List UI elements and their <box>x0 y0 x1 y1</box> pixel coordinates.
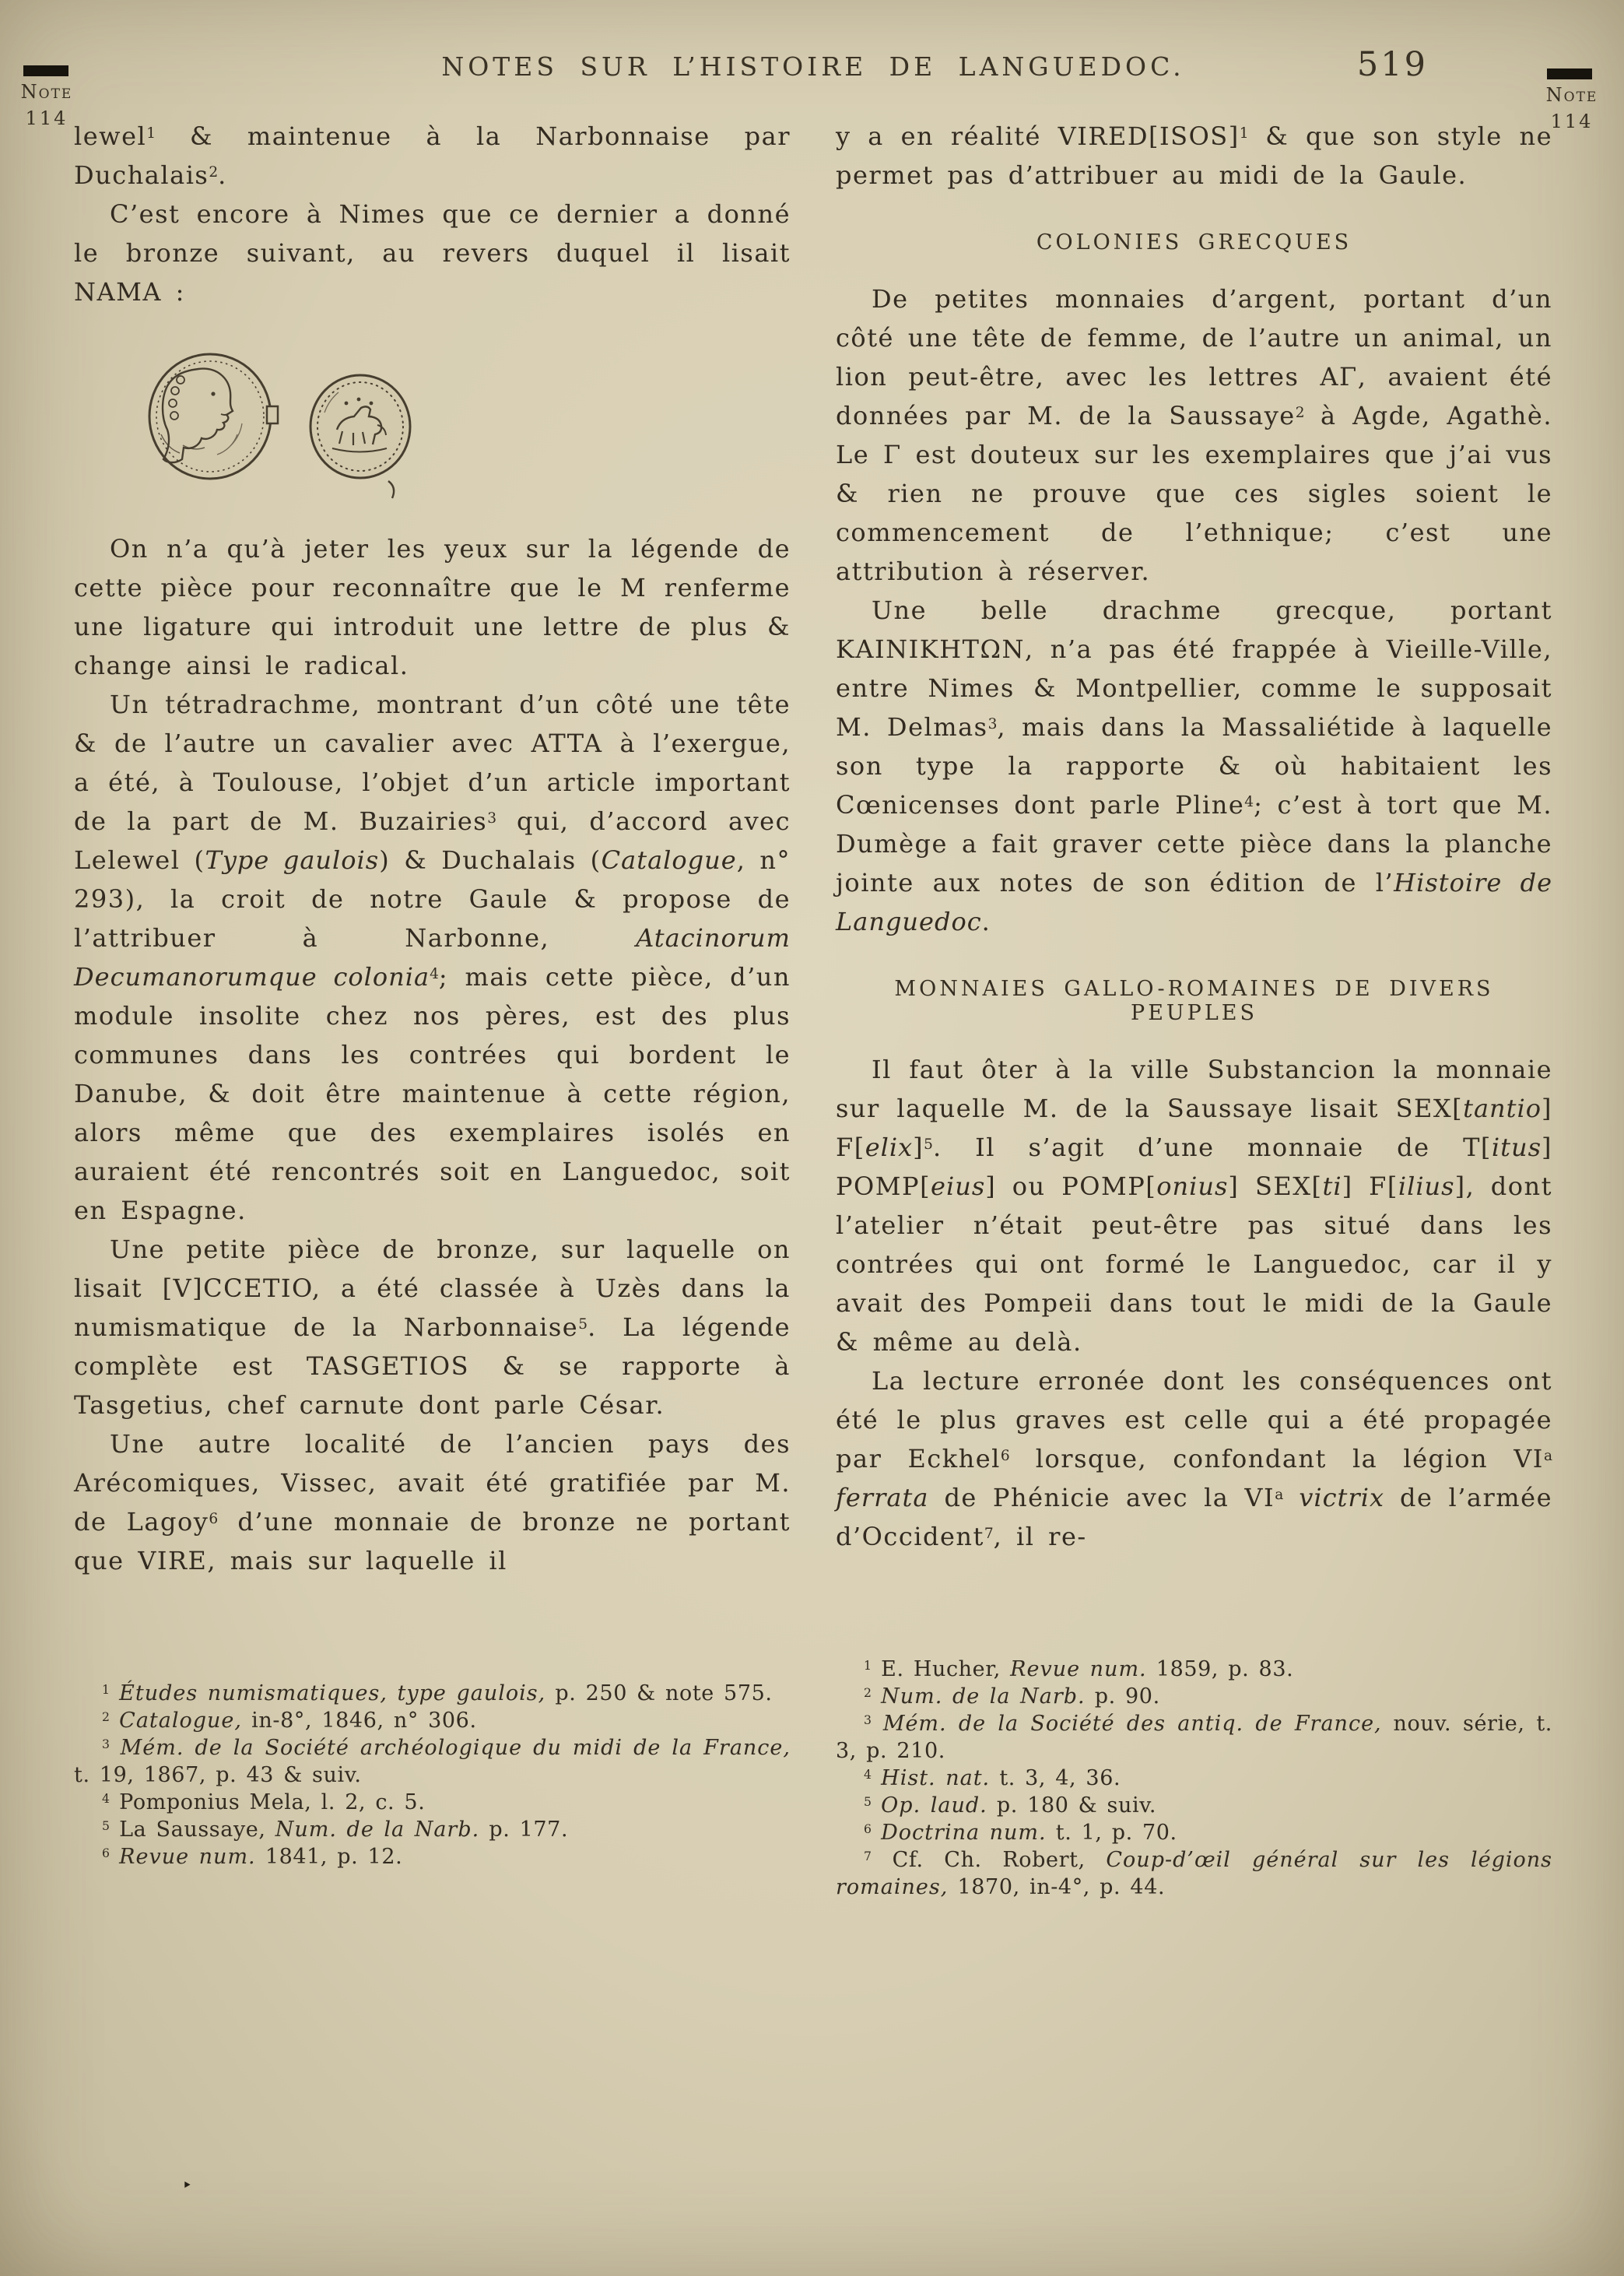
footnote: $^6$ Revue num. 1841, p. 12. <box>102 1845 403 1869</box>
footnote: $^1$ Études numismatiques, type gaulois, p. 250 & note 575. <box>102 1681 773 1705</box>
footnote: $^3$ Mém. de la Société des antiq. de France, nouv. série, t. 3, p. 210. <box>836 1712 1552 1763</box>
coin-engravings-figure <box>121 342 463 503</box>
paragraph: On n’a qu’à jeter les yeux sur la légende de cette pièce pour reconnaître que le M renferme une ligature qui introduit une lettre de plus & change ainsi le radical. <box>74 534 791 680</box>
page-number: 519 <box>1356 45 1428 84</box>
column-left <box>74 117 791 1901</box>
printer-ornament: ‣ <box>182 2176 192 2196</box>
paragraph: Il faut ôter à la ville Substancion la monnaie sur laquelle M. de la Saussaye lisait SEX[tantio] F[elix]$^5$. Il s’agit d’une monnaie de T[itus] POMP[eius] ou POMP[onius] SEX[ti] F[ilius], dont l’atelier n’était peut-être pas situé dans les contrées qui ont formé le Languedoc, car il y avait des Pompeii dans tout le midi de la Gaule & même au delà. <box>836 1055 1553 1357</box>
paragraph: De petites monnaies d’argent, portant d’un côté une tête de femme, de l’autre un animal, un lion peut-être, avec les lettres ΑΓ, avaient été données par M. de la Saussaye$^2$ à Agde, Agathè. Le Γ est douteux sur les exemplaires que j’ai vus & rien ne prouve que ces sigles soient le commencement de l’ethnique; c’est une attribution à réserver. <box>836 284 1553 586</box>
paragraph: Un tétradrachme, montrant d’un côté une tête & de l’autre un cavalier avec ATTA à l’exergue, a été, à Toulouse, l’objet d’un article important de la part de M. Buzairies$^3$ qui, d’accord avec Lelewel (Type gaulois) & Duchalais (Catalogue, n° 293), la croit de notre Gaule & propose de l’attribuer à Narbonne, Atacinorum Decumanorumque colonia$^4$; mais cette pièce, d’un module insolite chez nos pères, est des plus communes dans les contrées qui bordent le Danube, & doit être maintenue à cette région, alors même que des exemplaires isolés en auraient été rencontrés soit en Languedoc, soit en Espagne. <box>74 690 791 1225</box>
footnote: $^1$ E. Hucher, Revue num. 1859, p. 83. <box>864 1657 1294 1681</box>
text-columns <box>74 117 1552 1901</box>
running-head <box>74 45 1552 95</box>
footnote: $^4$ Pomponius Mela, l. 2, c. 5. <box>102 1790 426 1814</box>
column-right-body <box>836 117 1552 1556</box>
footnote: $^5$ La Saussaye, Num. de la Narb. p. 177. <box>102 1818 569 1842</box>
footnote: $^7$ Cf. Ch. Robert, Coup-d’œil général sur les légions romaines, 1870, in-4°, p. 44. <box>836 1848 1552 1899</box>
coin-right-engraving <box>310 375 410 478</box>
margin-note-label: Note <box>20 81 73 103</box>
paragraph: Une belle drachme grecque, portant ΚΑΙΝΙΚΗΤΩΝ, n’a pas été frappée à Vieille-Ville, entre Nimes & Montpellier, comme le supposait M. Delmas$^3$, mais dans la Massaliétide à laquelle son type la rapporte & où habitaient les Cœnicenses dont parle Pline$^4$; c’est à tort que M. Dumège a fait graver cette pièce dans la planche jointe aux notes de son édition de l’Histoire de Languedoc. <box>836 595 1553 936</box>
paragraph: La lecture erronée dont les conséquences ont été le plus graves est celle qui a été propagée par Eckhel$^6$ lorsque, confondant la légion $VI^a$ ferrata de Phénicie avec la $VI^a$ victrix de l’armée d’Occident$^7$, il re- <box>836 1366 1553 1551</box>
coin-engravings <box>121 342 463 500</box>
running-head-title: NOTES SUR L’HISTOIRE DE LANGUEDOC. <box>441 51 1185 82</box>
footnote: $^3$ Mém. de la Société archéologique du midi de la France, t. 19, 1867, p. 43 & suiv. <box>74 1736 791 1787</box>
printer-mark-left <box>23 65 68 76</box>
section-heading: COLONIES GRECQUES <box>1036 230 1352 255</box>
coin-left-engraving <box>149 354 278 479</box>
column-left-body <box>74 117 791 1580</box>
margin-note-number: 114 <box>25 107 68 129</box>
paragraph: Une autre localité de l’ancien pays des Arécomiques, Vissec, avait été gratifiée par M. de Lagoy$^6$ d’une monnaie de bronze ne portant que VIRE, mais sur laquelle il <box>74 1429 791 1575</box>
paragraph: y a en réalité VIRED[ISOS]$^1$ & que son style ne permet pas d’attribuer au midi de la Gaule. <box>836 121 1552 190</box>
column-left-footnotes <box>74 1680 791 1870</box>
section-heading: MONNAIES GALLO-ROMAINES DE DIVERS PEUPLES <box>894 977 1494 1025</box>
footnote: $^4$ Hist. nat. t. 3, 4, 36. <box>864 1766 1121 1790</box>
printer-mark-right <box>1547 68 1592 79</box>
column-right-footnotes <box>836 1656 1552 1901</box>
column-right <box>836 117 1552 1901</box>
paragraph: Une petite pièce de bronze, sur laquelle on lisait [V]CCETIO, a été classée à Uzès dans la numismatique de la Narbonnaise$^5$. La légende complète est TASGETIOS & se rapporte à Tasgetius, chef carnute dont parle César. <box>74 1235 791 1420</box>
footnote: $^6$ Doctrina num. t. 1, p. 70. <box>864 1821 1177 1845</box>
footnote: $^5$ Op. laud. p. 180 & suiv. <box>864 1793 1157 1818</box>
coin-flourish <box>388 481 394 498</box>
margin-note-left <box>14 81 79 129</box>
margin-note-label: Note <box>1545 84 1598 106</box>
paragraph: C’est encore à Nimes que ce dernier a donné le bronze suivant, au revers duquel il lisait NAMA : <box>74 199 791 307</box>
margin-note-number: 114 <box>1550 111 1594 132</box>
footnote: $^2$ Catalogue, in-8°, 1846, n° 306. <box>102 1709 477 1733</box>
paragraph: lewel$^1$ & maintenue à la Narbonnaise par Duchalais$^2$. <box>74 121 791 190</box>
footnote: $^2$ Num. de la Narb. p. 90. <box>864 1684 1160 1709</box>
